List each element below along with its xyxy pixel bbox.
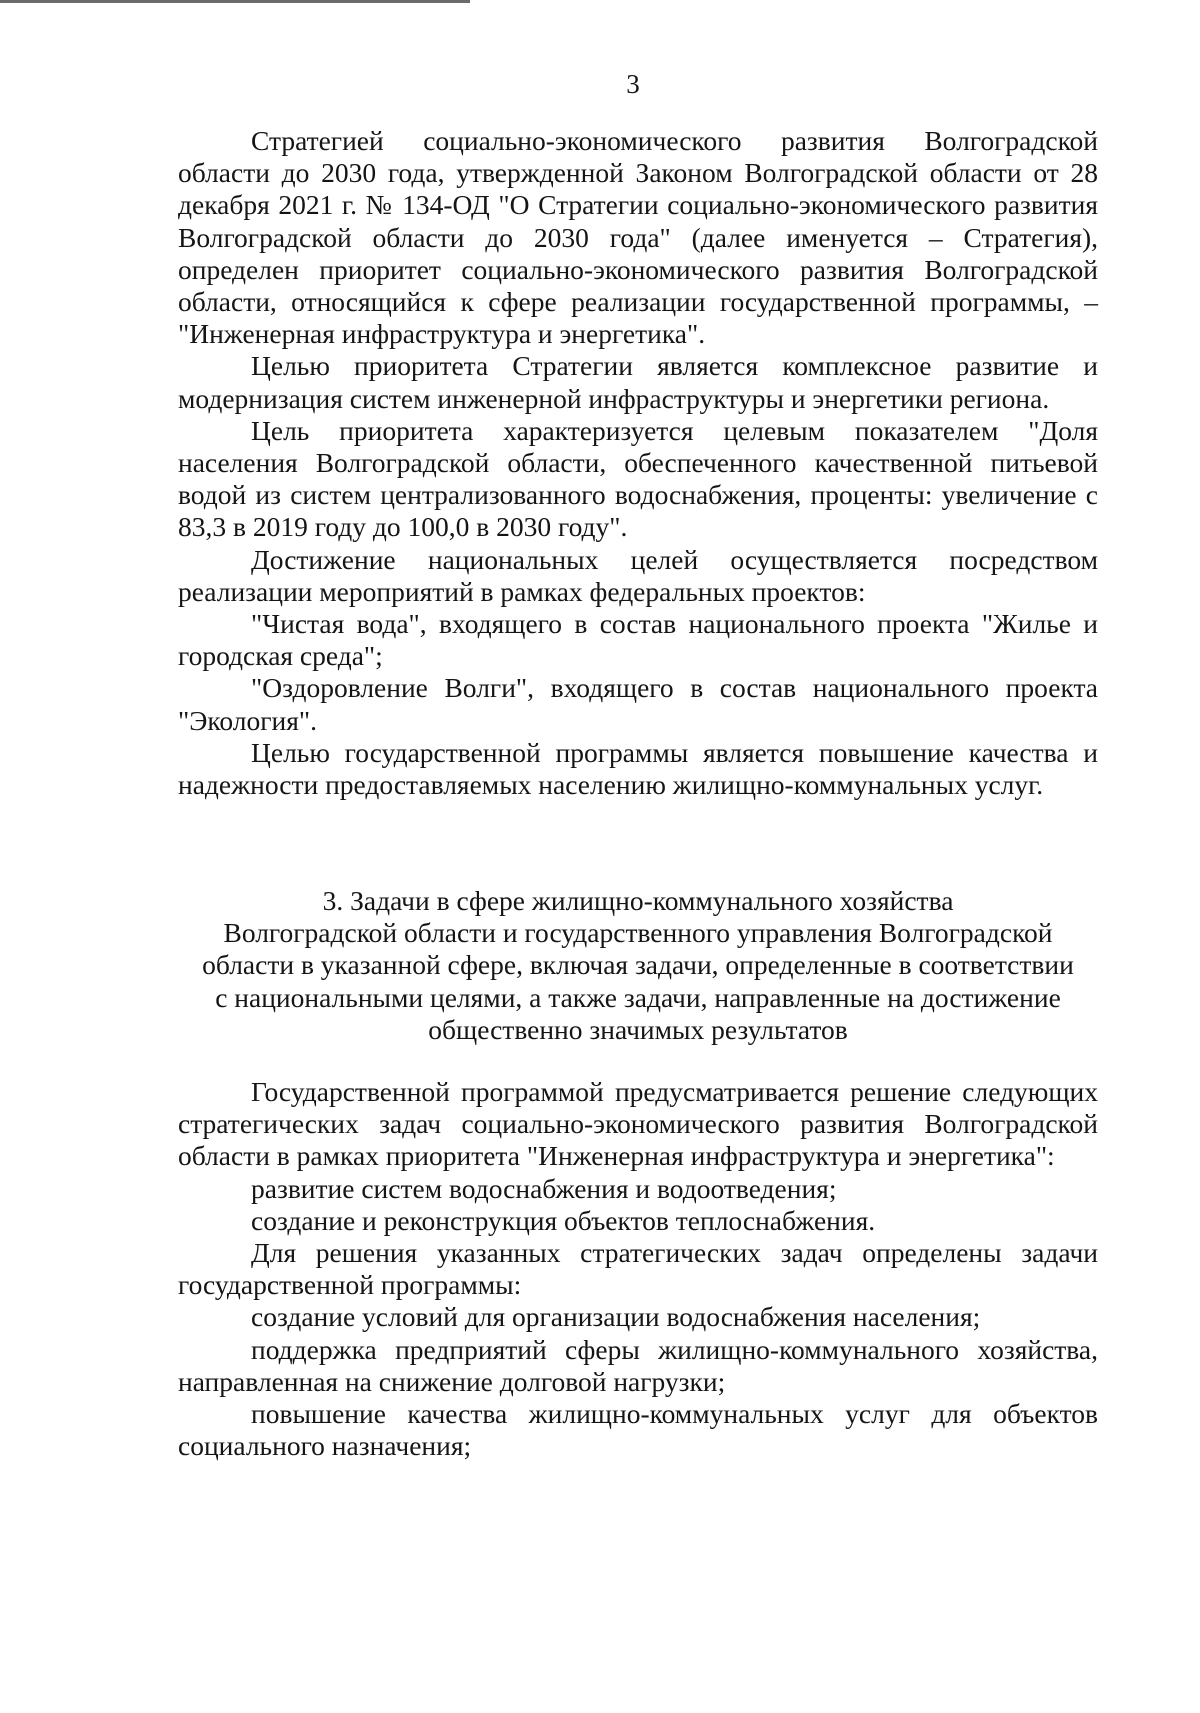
list-item-heat-supply: создание и реконструкция объектов теплоснабжения. xyxy=(251,1204,876,1236)
paragraph-program-tasks: Для решения указанных стратегических задач определены задачи государственной программы: xyxy=(178,1237,1098,1301)
paragraph-national-goals: Достижение национальных целей осуществляется посредством реализации мероприятий в рамках федеральных проектов: xyxy=(178,543,1098,607)
bottom-text-block xyxy=(178,1076,1098,1462)
section-heading-line: 3. Задачи в сфере жилищно-коммунального хозяйства xyxy=(322,885,954,916)
section-heading-line: области в указанной сфере, включая задачи, определенные в соответствии xyxy=(202,949,1074,981)
paragraph-clean-water-project: "Чистая вода", входящего в состав национального проекта "Жилье и городская среда"; xyxy=(178,608,1098,672)
paragraph-strategic-tasks: Государственной программой предусматривается решение следующих стратегических задач социально-экономического развития Волгоградской области в рамках приоритета "Инженерная инфраструктура и энергетика": xyxy=(178,1076,1098,1172)
top-text-block xyxy=(178,125,1098,801)
section-heading-line: общественно значимых результатов xyxy=(428,1013,848,1045)
paragraph-volga-project: "Оздоровление Волги", входящего в состав национального проекта "Экология". xyxy=(178,672,1098,736)
list-item-debt-support: поддержка предприятий сферы жилищно-коммунального хозяйства, направленная на снижение долговой нагрузки; xyxy=(178,1333,1098,1397)
scan-edge-mark xyxy=(0,0,470,3)
list-item-water-conditions: создание условий для организации водоснабжения населения; xyxy=(251,1301,981,1333)
section-heading-line: с национальными целями, а также задачи, направленные на достижение xyxy=(215,981,1061,1013)
section-heading xyxy=(178,885,1098,1046)
paragraph-target-indicator: Цель приоритета характеризуется целевым показателем "Доля населения Волгоградской области, обеспеченного качественной питьевой водой из систем централизованного водоснабжения, проценты: увеличение с 83,3 в 2019 году до 100,0 в 2030 году". xyxy=(178,414,1098,543)
paragraph-priority-goal: Целью приоритета Стратегии является комплексное развитие и модернизация систем инженерной инфраструктуры и энергетики региона. xyxy=(178,350,1098,414)
paragraph-strategy-intro: Стратегией социально-экономического развития Волгоградской области до 2030 года, утвержденной Законом Волгоградской области от 28 декабря 2021 г. № 134-ОД "О Стратегии социально-экономического развития Волгоградской области до 2030 года" (далее именуется – Стратегия), определен приоритет социально-экономического развития Волгоградской области, относящийся к сфере реализации государственной программы, – "Инженерная инфраструктура и энергетика". xyxy=(178,125,1098,350)
section-heading-line: Волгоградской области и государственного управления Волгоградской xyxy=(223,917,1053,949)
page-number: 3 xyxy=(626,69,640,99)
paragraph-program-goal: Целью государственной программы является повышение качества и надежности предоставляемых населению жилищно-коммунальных услуг. xyxy=(178,736,1098,801)
list-item-water-supply: развитие систем водоснабжения и водоотведения; xyxy=(251,1172,837,1204)
list-item-service-quality: повышение качества жилищно-коммунальных услуг для объектов социального назначения; xyxy=(178,1398,1098,1462)
